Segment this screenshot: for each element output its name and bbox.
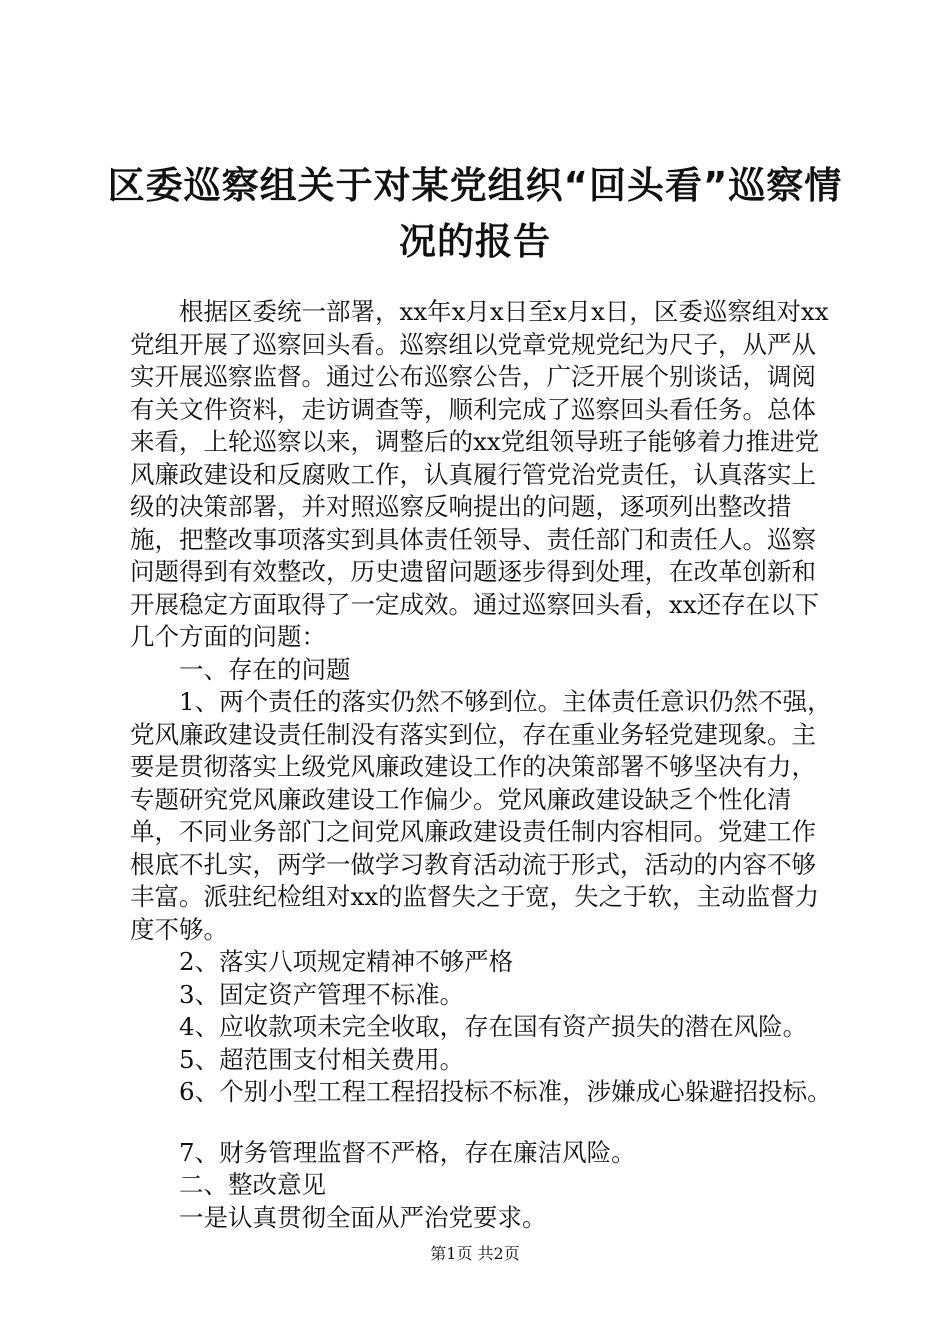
issue-item-3: 3、固定资产管理不标准。	[179, 979, 465, 1009]
section-heading-problems: 一、存在的问题	[179, 654, 351, 684]
paragraph-spacer	[130, 1109, 835, 1137]
issue-item-6: 6、个别小型工程工程招投标不标准，涉嫌成心躲避招投标。	[179, 1077, 832, 1106]
intro-paragraph: 根据区委统一部署，xx年x月x日至x月x日，区委巡察组对xx党组开展了巡察回头看。巡察组以党章党规党纪为尺子，从严从实开展巡察监督。通过公布巡察公告，广泛开展个别谈话，调阅有关文件资料，走访调查等，顺利完成了巡察回头看任务。总体来看，上轮巡察以来，调整后的xx党组领导班子能够着力推进党风廉政建设和反腐败工作，认真履行管党治党责任，认真落实上级的决策部署，并对照巡察反响提出的问题，逐项列出整改措施，把整改事项落实到具体责任领导、责任部门和责任人。巡察问题得到有效整改，历史遗留问题逐步得到处理，在改革创新和开展稳定方面取得了一定成效。通过巡察回头看，xx还存在以下几个方面的问题：	[130, 297, 829, 651]
issue-item-1: 1、两个责任的落实仍然不够到位。主体责任意识仍然不强，党风廉政建设责任制没有落实到位，存在重业务轻党建现象。主要是贯彻落实上级党风廉政建设工作的决策部署不够坚决有力，专题研究党风廉政建设工作偏少。党风廉政建设缺乏个性化清单，不同业务部门之间党风廉政建设责任制内容相同。党建工作根底不扎实，两学一做学习教育活动流于形式，活动的内容不够丰富。派驻纪检组对xx的监督失之于宽，失之于软，主动监督力度不够。	[130, 687, 832, 944]
document-body	[130, 296, 835, 1234]
document-title: 区委巡察组关于对某党组织“回头看”巡察情况的报告	[107, 164, 843, 263]
issue-item-7: 7、财务管理监督不严格，存在廉洁风险。	[179, 1137, 636, 1167]
issue-item-4: 4、应收款项未完全收取，存在国有资产损失的潜在风险。	[179, 1012, 808, 1041]
suggestion-item-1: 一是认真贯彻全面从严治党要求。	[179, 1202, 547, 1232]
issue-item-2: 2、落实八项规定精神不够严格	[179, 947, 514, 976]
issue-item-5: 5、超范围支付相关费用。	[179, 1044, 465, 1074]
page-number-footer: 第1页 共2页	[430, 1244, 520, 1263]
section-heading-rectification: 二、整改意见	[179, 1170, 326, 1199]
